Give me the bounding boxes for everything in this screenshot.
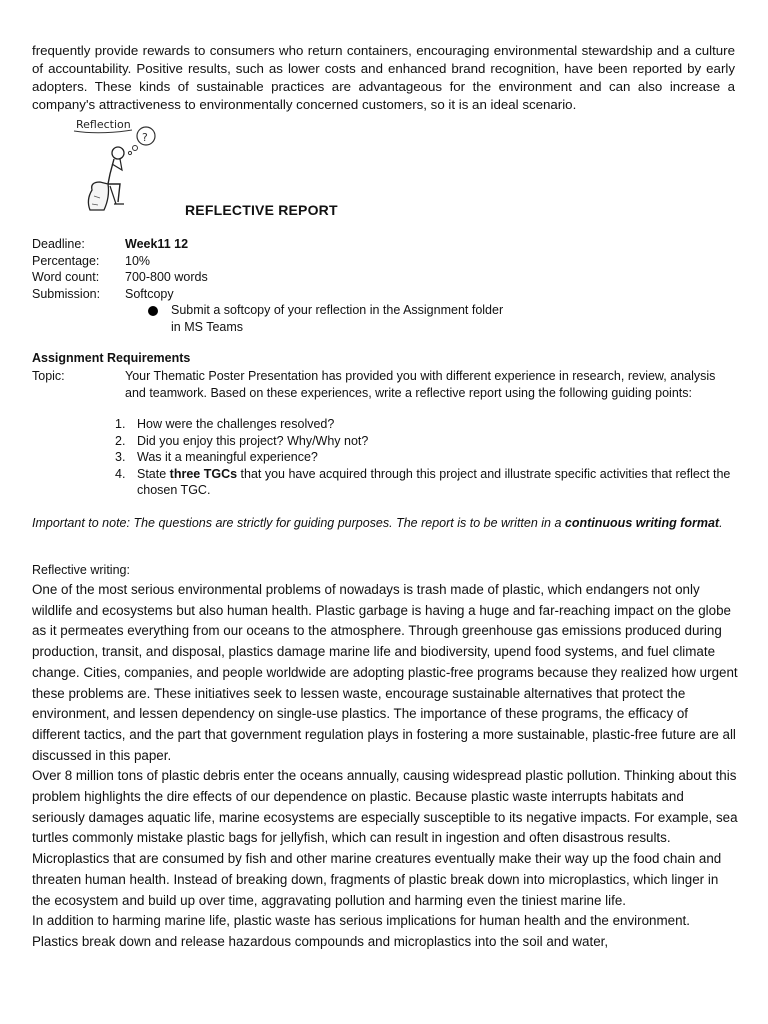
list-text: Did you enjoy this project? Why/Why not? <box>137 433 369 448</box>
detail-label: Word count: <box>32 270 100 284</box>
detail-value: Week11 12 <box>125 237 189 251</box>
thinker-figure-icon <box>70 112 170 218</box>
list-number: 3. <box>115 450 126 464</box>
submission-bullet-text: Submit a softcopy of your reflection in the Assignment folder in MS Teams <box>171 303 504 334</box>
detail-label: Submission: <box>32 286 101 301</box>
reflective-writing-label: Reflective writing: <box>32 563 130 577</box>
detail-row <box>32 286 208 303</box>
detail-label: Deadline: <box>32 237 85 251</box>
figure-caption: Reflection <box>76 118 131 131</box>
detail-label: Percentage: <box>32 253 100 268</box>
body-paragraph: In addition to harming marine life, plastic waste has serious implications for human health and the environment. Plastics break down and release hazardous compounds and microplastics into the soil and water, <box>32 913 690 949</box>
body-paragraph: Over 8 million tons of plastic debris enter the oceans annually, causing widespread plastic pollution. Thinking about this problem highlights the dire effects of our dependence on plastic. Because plastic waste interrupts habitats and seriously damages aquatic life, marine ecosystems are especially susceptible to its negative impacts. For example, sea turtles commonly mistake plastic bags for jellyfish, which can result in ingestion and often disastrous results. Microplastics that are consumed by fish and other marine creatures eventually make their way up the food chain and threaten human health. Instead of breaking down, fragments of plastic break down into microplastics, which linger in the ecosystem and build up over time, aggravating pollution and harming even the tiniest marine life. <box>32 768 738 908</box>
list-item <box>115 416 738 433</box>
list-text: How were the challenges resolved? <box>137 417 335 431</box>
list-item <box>115 449 738 466</box>
reflection-illustration <box>70 112 170 218</box>
topic-text: Your Thematic Poster Presentation has provided you with different experience in research, review, analysis and teamwork. Based on these experiences, write a reflective report using the following guiding points: <box>125 369 716 400</box>
important-note <box>32 515 738 532</box>
body-paragraph: One of the most serious environmental problems of nowadays is trash made of plastic, which endangers not only wildlife and ecosystems but also human health. Plastic garbage is having a huge and far-reaching impact on the globe as it permeates everything from our oceans to the atmosphere. Through greenhouse gas emissions produced during production, transit, and disposal, plastics damage marine life and biodiversity, upend food systems, and fuel climate change. Cities, companies, and people worldwide are adopting plastic-free programs because they realized how urgent these problems are. These initiatives seek to lessen waste, encourage sustainable alternatives that protect the environment, and lessen dependency on single-use plastics. The importance of these programs, the efficacy of different tactics, and the part that government regulation plays in fostering a more sustainable, plastic-free future are all discussed in this paper. <box>32 582 738 763</box>
detail-row <box>32 236 208 253</box>
intro-paragraph <box>32 42 735 114</box>
svg-text:?: ? <box>142 131 148 144</box>
submission-bullet <box>148 302 508 335</box>
list-text-pre: State <box>137 466 170 481</box>
topic-label: Topic: <box>32 369 65 383</box>
list-item <box>115 433 738 450</box>
list-number: 2. <box>115 433 126 448</box>
list-number: 1. <box>115 417 126 431</box>
list-text-bold: three TGCs <box>169 466 238 481</box>
list-text <box>137 466 738 499</box>
note-bold: continuous writing format <box>564 516 720 530</box>
detail-value: Softcopy <box>125 286 174 301</box>
intro-text: frequently provide rewards to consumers who return containers, encouraging environmental stewardship and a culture of accountability. Positive results, such as lower costs and enhanced brand recognition, have been reported by early adopters. These kinds of sustainable practices are advantageous for the environment and can also increase a company's attractiveness to environmentally concerned customers, so it is an ideal scenario. <box>32 43 735 112</box>
detail-row <box>32 253 208 270</box>
bullet-icon <box>148 306 158 316</box>
note-post: . <box>719 516 723 530</box>
guiding-points-list <box>115 416 738 499</box>
requirements-heading: Assignment Requirements <box>32 351 191 365</box>
assignment-details <box>32 236 208 302</box>
report-title: REFLECTIVE REPORT <box>185 202 338 218</box>
detail-value: 10% <box>125 253 151 268</box>
list-text: Was it a meaningful experience? <box>137 450 318 464</box>
detail-value: 700-800 words <box>125 270 208 284</box>
reflective-body <box>32 580 738 953</box>
topic-row <box>32 368 738 401</box>
list-item <box>115 466 738 499</box>
list-text-post: that you have acquired through this project and illustrate specific activities that reflect the chosen TGC. <box>137 466 731 497</box>
list-number: 4. <box>115 466 126 481</box>
detail-row <box>32 269 208 286</box>
note-pre: Important to note: The questions are strictly for guiding purposes. The report is to be written in a <box>32 516 565 530</box>
